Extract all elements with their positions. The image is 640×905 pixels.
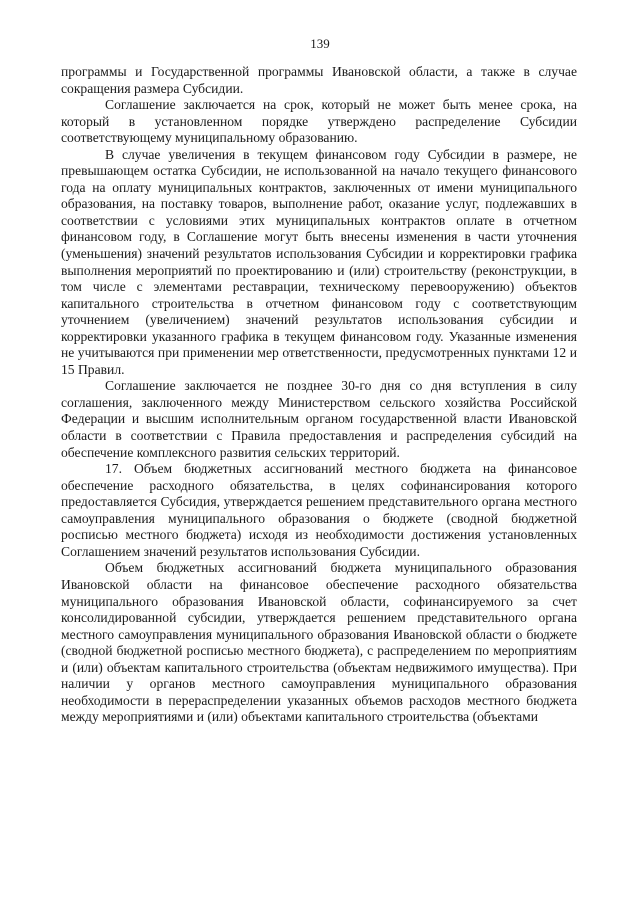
paragraph-budget-allocations: Объем бюджетных ассигнований бюджета муниципального образования Ивановской области на финансовое обеспечение расходного обязательства муниципального образования Ивановской области, софинансируемого за счет консолидированной субсидии, утверждается решением представительного органа местного самоуправления муниципального образования Ивановской области о бюджете (сводной бюджетной росписью местного бюджета), с распределением по мероприятиям и (или) объектам капитального строительства (объектам недвижимого имущества). При наличии у органов местного самоуправления муниципального образования необходимости в перераспределении указанных объемов расходов местного бюджета между мероприятиями и (или) объектами капитального строительства (объектами [61,560,577,725]
paragraph-continuation: программы и Государственной программы Ивановской области, а также в случае сокращения размера Субсидии. [61,64,577,96]
paragraph-item-17: 17. Объем бюджетных ассигнований местного бюджета на финансовое обеспечение расходного обязательства, в целях софинансирования которого предоставляется Субсидия, утверждается решением представительного органа местного самоуправления муниципального образования о бюджете (сводной бюджетной росписью местного бюджета) исходя из необходимости достижения установленных Соглашением значений результатов использования Субсидии. [61,461,577,559]
paragraph-subsidy-increase: В случае увеличения в текущем финансовом году Субсидии в размере, не превышающем остатка Субсидии, не использованной на начало текущего финансового года на оплату муниципальных контрактов, заключенных от имени муниципального образования, на поставку товаров, выполнение работ, оказание услуг, подлежавших в соответствии с условиями этих муниципальных контрактов оплате в отчетном финансовом году, в Соглашение могут быть внесены изменения в части уточнения (уменьшения) значений результатов использования Субсидии и корректировки графика выполнения мероприятий по проектированию и (или) строительству (реконструкции, в том числе с элементами реставрации, техническому перевооружению) объектов капитального строительства в отчетном финансовом году с соответствующим уточнением (увеличением) значений результатов использования субсидии и корректировки указанного графика в текущем финансовом году. Указанные изменения не учитываются при применении мер ответственности, предусмотренных пунктами 12 и 15 Правил. [61,146,577,377]
paragraph-agreement-term: Соглашение заключается на срок, который не может быть менее срока, на который в установленном порядке утверждено распределение Субсидии соответствующему муниципальному образованию. [61,97,577,146]
page-number: 139 [310,36,330,51]
paragraph-agreement-deadline: Соглашение заключается не позднее 30-го дня со дня вступления в силу соглашения, заключенного между Министерством сельского хозяйства Российской Федерации и высшим исполнительным органом государственной власти Ивановской области в соответствии с Правила предоставления и распределения субсидий на обеспечение комплексного развития сельских территорий. [61,378,577,460]
document-body [61,64,577,726]
